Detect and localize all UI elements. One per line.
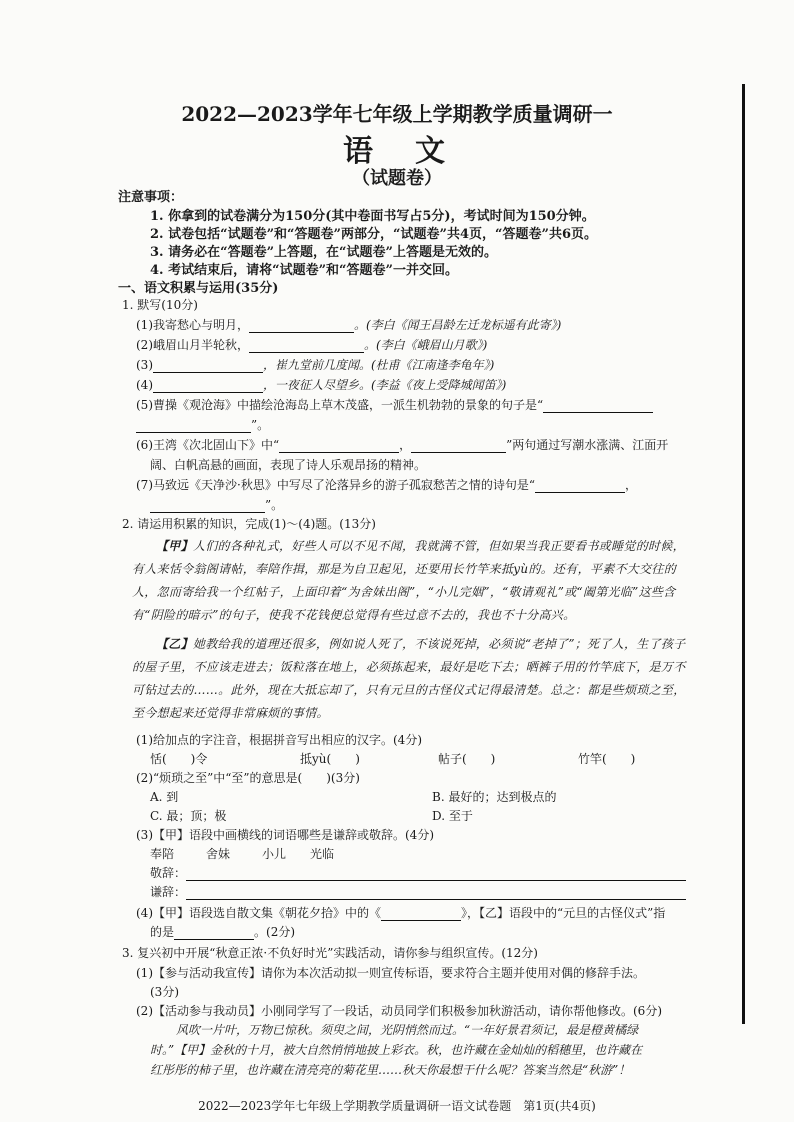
answer-label: 谦辞： — [150, 885, 187, 899]
notice-item: 3. 请务必在“答题卷”上答题，在“试题卷”上答题是无效的。 — [150, 245, 498, 260]
recite-item-6: (6)王湾《次北固山下》中“ ， ”两句通过写潮水涨满、江面开 — [136, 438, 669, 452]
sub-question: (2)【活动参与我动员】小刚同学写了一段话，动员同学们积极参加秋游活动，请你帮他修改。(6分) — [136, 1004, 662, 1018]
passage-a: 【甲】人们的各种礼式，好些人可以不见不闻，我就满不管，但如果当我正要看书或睡觉的时候，有人来恬令翁阁请帖，奉陪作揖，那是为自卫起见，还要用长竹竿来抵yù的。还有，平素不大交往的人，忽而寄给我一个红帖子，上面印着“为舍妹出阁”，“小儿完姻”，“敬请观礼”或“阖第光临”这些含有“阴险的暗示”的句子，使我不花钱便总觉得有些过意不去的，我也不十分高兴。 — [132, 539, 685, 622]
answer-label: 敬辞： — [150, 866, 187, 880]
paper-type: （试题卷） — [352, 168, 442, 189]
sub-question-4: (4)【甲】语段选自散文集《朝花夕拾》中的《 》，【乙】语段中的“元旦的古怪仪式”指 — [136, 906, 666, 920]
passage-line: 风吹一片叶，万物已惊秋。须臾之间，光阴悄然而过。“一年好景君须记，最是橙黄橘绿 — [176, 1023, 639, 1037]
section-heading: 一、语文积累与运用(35分) — [118, 281, 279, 296]
question-title: 3. 复兴初中开展“秋意正浓·不负好时光”实践活动，请你参与组织宣传。(12分) — [122, 946, 538, 960]
recite-item-5-cont: ”。 — [136, 416, 269, 433]
pinyin-item: 竹竿( ) — [578, 752, 636, 766]
sub-question-4-cont: 的是 。(2分) — [150, 925, 296, 939]
option: B. 最好的；达到极点的 — [432, 790, 557, 804]
pinyin-item: 抵yù( ) — [300, 752, 360, 766]
binding-margin-line — [742, 84, 745, 1024]
recite-item-7: (7)马致远《天净沙·秋思》中写尽了沦落异乡的游子孤寂愁苦之情的诗句是“ ， — [136, 478, 637, 492]
sub-question: (1)给加点的字注音，根据拼音写出相应的汉字。(4分) — [136, 733, 422, 747]
recite-item-4: (4) ，一夜征人尽望乡。(李益《夜上受降城闻笛》) — [136, 378, 507, 392]
option: C. 最；顶；极 — [150, 809, 227, 823]
word-item: 小儿 — [262, 847, 287, 861]
option: A. 到 — [150, 790, 179, 804]
pinyin-item: 帖子( ) — [438, 752, 496, 766]
passage-line: 时。”【甲】金秋的十月，被大自然悄悄地披上彩衣。秋，也许藏在金灿灿的稻穗里，也许藏在 — [150, 1043, 643, 1057]
notice-heading: 注意事项： — [118, 190, 184, 205]
word-item: 舍妹 — [206, 847, 231, 861]
question-title: 1. 默写(10分) — [122, 298, 198, 312]
passage-line: 红彤彤的柿子里，也许藏在清亮亮的菊花里……秋天你最想干什么呢？答案当然是“秋游”！ — [150, 1063, 631, 1077]
word-item: 光临 — [310, 847, 335, 861]
sub-question: (2)“烦琐之至”中“至”的意思是( )(3分) — [136, 771, 360, 785]
notice-item: 1. 你拿到的试卷满分为150分(其中卷面书写占5分)，考试时间为150分钟。 — [150, 209, 595, 224]
answer-line — [186, 880, 686, 881]
exam-title: 2022—2023学年七年级上学期教学质量调研一 — [181, 102, 613, 126]
word-item: 奉陪 — [150, 847, 175, 861]
sub-question: (1)【参与活动我宣传】请你为本次活动拟一则宣传标语，要求符合主题并使用对偶的修辞手法。 — [136, 966, 646, 980]
notice-item: 4. 考试结束后，请将“试题卷”和“答题卷”一并交回。 — [150, 263, 459, 278]
pinyin-item: 恬( )令 — [150, 752, 208, 766]
question-title: 2. 请运用积累的知识，完成(1)～(4)题。(13分) — [122, 517, 376, 531]
recite-item-1: (1)我寄愁心与明月， 。(李白《闻王昌龄左迁龙标遥有此寄》) — [136, 318, 562, 332]
score-note: (3分) — [150, 985, 179, 999]
recite-item-6-cont: 阔、白帆高悬的画面，表现了诗人乐观昂扬的精神。 — [150, 458, 427, 472]
answer-line — [186, 899, 686, 900]
passage-b: 【乙】她教给我的道理还很多，例如说人死了，不该说死掉，必须说“老掉了”；死了人，生了孩子的屋子里，不应该走进去；饭粒落在地上，必须拣起来，最好是吃下去；晒裤子用的竹竿底下，是万不可钻过去的……。此外，现在大抵忘却了，只有元旦的古怪仪式记得最清楚。总之：都是些烦琐之至，至今想起来还觉得非常麻烦的事情。 — [132, 637, 686, 720]
recite-item-3: (3) ，崔九堂前几度闻。(杜甫《江南逢李龟年》) — [136, 358, 495, 372]
recite-item-7-cont: ”。 — [150, 496, 283, 513]
sub-question: (3)【甲】语段中画横线的词语哪些是谦辞或敬辞。(4分) — [136, 828, 434, 842]
page-footer: 2022—2023学年七年级上学期教学质量调研一语文试卷题 第1页(共4页) — [198, 1099, 596, 1113]
recite-item-5: (5)曹操《观沧海》中描绘沧海岛上草木茂盛，一派生机勃勃的景象的句子是“ — [136, 396, 653, 413]
recite-item-2: (2)峨眉山月半轮秋， 。(李白《峨眉山月歌》) — [136, 338, 488, 352]
option: D. 至于 — [432, 809, 473, 823]
subject-title: 语 文 — [343, 134, 451, 169]
notice-item: 2. 试卷包括“试题卷”和“答题卷”两部分，“试题卷”共4页，“答题卷”共6页。 — [150, 227, 598, 242]
